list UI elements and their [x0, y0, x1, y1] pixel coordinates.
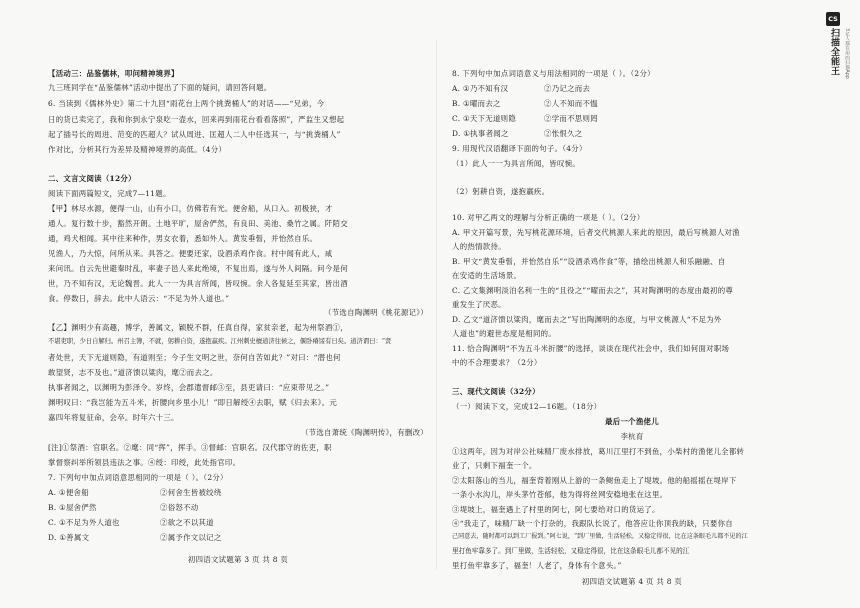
page-footer: 初四语文试题第 4 页 共 8 页	[581, 577, 683, 586]
question-6-line: 6. 当读到《儒林外史》第二十九回“雨花台上两个挑粪桶人”的对话——“兄弟，今	[48, 99, 325, 108]
q8-option-d: D. ①执事者闻之	[452, 129, 509, 138]
story-author: 李杭育	[620, 432, 644, 441]
q8-option-b-pair: ②人不知而不愠	[544, 99, 598, 108]
camscanner-logo-icon: CS	[826, 12, 840, 26]
question-9-sentence-2: （2）躬耕自资，遂抱羸疾。	[452, 187, 550, 196]
story-paragraph-line: 里打鱼牢靠多了，福奎！人老了，身体有个意头。”	[452, 561, 622, 570]
section-2-intro: 阅读下面两篇短文，完成7—11题。	[48, 189, 171, 198]
story-paragraph-line: ②太阳落山的当儿，福奎背着刚从上游的一条鲥鱼走上了堤坡。他的船摇摇在堤岸下	[452, 476, 737, 485]
story-paragraph-line: 业了，只剩下福奎一个。	[452, 461, 537, 470]
passage-a-line: 食。停数日，辞去。此中人语云：“不足为外人道也。”	[48, 294, 230, 303]
q10-option-d: D. 乙文“道济馈以粱肉，麾而去之”写出陶渊明的态度，与甲文桃源人“不足为外	[452, 315, 722, 324]
q10-option-b: B. 甲文“黄发垂髫，并怡然自乐”“设酒杀鸡作食”等，描绘出桃源人和乐融融、自	[452, 257, 726, 266]
question-9-sentence-1: （1）此人一一为具言所闻，皆叹惋。	[452, 159, 581, 168]
q10-option-b-cont: 在安适的生活场景。	[452, 271, 522, 280]
story-paragraph-line: ③堤坡上，福奎遇上了村里的阿七，阿七要给对口的货运了。	[452, 505, 660, 514]
scanner-brand-watermark: 扫描全能王	[829, 28, 839, 76]
q8-option-b: B. ①曜而去之	[452, 99, 501, 108]
question-10-stem: 10. 对甲乙两文的理解与分析正确的一项是（ ）。（2分）	[452, 213, 645, 222]
q8-option-a-pair: ②乃记之而去	[544, 84, 591, 93]
passage-b-line: 渊明叹曰：“我岂能为五斗米，折腰向乡里小儿！”即日解绶④去职，赋《归去来》。元	[48, 398, 338, 407]
passage-b-line: 嘉四年将复征命，会卒。时年六十三。	[48, 413, 179, 422]
passage-a-line: 见渔人，乃大惊，问所从来。具答之。便要还家，设酒杀鸡作食。村中闻有此人，咸	[48, 249, 333, 258]
passage-b-line: 敢望贤，志不及也。”道济馈以粱肉，麾②而去之。	[48, 368, 218, 377]
q7-option-c-pair: ②欲之不以其道	[160, 518, 214, 527]
question-6-line: 起了插号长的周进、范变的匹超人？试从周进、匡超人二人中任选其一，与“挑粪桶人”	[48, 130, 341, 139]
q7-option-a: A. ①便舍船	[48, 488, 89, 497]
story-paragraph-line: ④“我走了，味精厂缺一个打杂的，我跟队长说了，他答应让你顶我的缺，只要你自	[452, 519, 733, 528]
section-3-intro: （一）阅读下文，完成12—16题。（18分）	[452, 402, 602, 411]
question-6-line: 日的货已卖完了，我和你到永宁泉吃一壶水，回来再到雨花台看看落照”，严监生又想起	[48, 115, 345, 124]
passage-b-source: （节选自萧统《陶渊明传》，有删改）	[300, 428, 428, 437]
passage-b-line: 者处世，天下无道则隐，有道则至；今子生文明之世，奈何自苦如此？”对曰：“潜也何	[48, 353, 341, 362]
q7-option-d-pair: ②属予作文以记之	[160, 533, 222, 542]
story-paragraph-line: 一条小水沟儿，岸头茅竹苍郁，他为得将丝网安稳地张在这里。	[452, 490, 668, 499]
annotation-line: 掌督察纠举所领县违法之事。④绶：印绶，此处指官印。	[48, 458, 241, 467]
q7-option-d: D. ①善属文	[48, 533, 90, 542]
activity-heading: 【活动三：品鉴儒林，叩问精神境界】	[48, 69, 179, 78]
q10-option-c: C. 乙文集渊明淡泊名利一生的“且役之”“曜而去之”，其对陶渊明的态度由最初的尊	[452, 286, 734, 295]
page-footer: 初四语文试题第 3 页 共 8 页	[187, 555, 289, 564]
passage-b-line: 不堪吏职，少日自解归。州召主簿，不就，躬耕自资，遂抱羸疾。江州刺史檀道济往候之，偃卧瘠馁有日矣。道济谓曰：“贤	[48, 338, 392, 345]
question-11-stem-cont: 中的不合理要求？（2分）	[452, 358, 542, 367]
q8-option-a: A. ①乃不知有汉	[452, 84, 509, 93]
q10-option-a: A. 甲文开篇写景，先写桃花源环境，后者交代桃源人来此的原因，最后写桃源人对渔	[452, 228, 740, 237]
q8-option-c: C. ①天下无道则隐	[452, 114, 517, 123]
story-paragraph-line: 己同意去，随时都可以到工厂报到。”阿七说，“到厂里做，生活轻松，又稳定得很，比在这条眼毛儿都不见的江	[452, 533, 748, 540]
passage-b-line: 【乙】渊明少有高趣，博学，善属文，颖脱不群，任真自得，家贫亲老，起为州祭酒①，	[48, 323, 348, 332]
page-divider	[436, 40, 437, 570]
q8-option-d-pair: ②怅恨久之	[544, 129, 583, 138]
q8-option-c-pair: ②学而不思则罔	[544, 114, 598, 123]
question-9-stem: 9. 用现代汉语翻译下面的句子。（4分）	[452, 144, 587, 153]
q10-option-d-cont: 人道也”的避世态度是相同的。	[452, 329, 557, 338]
q7-option-c: C. ①不足为外人道也	[48, 518, 120, 527]
question-6-line: 作对比，分析其行为差异及精神境界的高低。（4分）	[48, 145, 227, 154]
story-paragraph-line: 里打鱼牢靠多了。到厂里做，生活轻松，又稳定得很，比在这条眼毛儿都不见的江	[452, 547, 690, 555]
annotation-line: [注]①祭酒：官职名。②麾：同“挥”，挥手。③督邮：官职名。汉代郡守的佐吏，职	[48, 443, 332, 452]
q7-option-a-pair: ②何舍生皆被绞绕	[160, 488, 222, 497]
passage-a-source: （节选自陶渊明《桃花源记》）	[324, 308, 428, 317]
passage-a-line: 通，鸡犬相闻。其中往来种作，男女衣着，悉如外人。黄发垂髫，并怡然自乐。	[48, 234, 318, 243]
question-7-stem: 7. 下列句中加点词语意思相同的一项是（ ）。（2分）	[48, 473, 228, 482]
story-title: 最后一个渔佬儿	[605, 417, 659, 426]
section-3-heading: 三、现代文阅读（32分）	[452, 387, 540, 396]
q10-option-c-cont: 重发生了厌恶。	[452, 300, 506, 309]
passage-a-line: 来问讯。自云先世避秦时乱，率妻子邑人来此绝境，不复出焉，遂与外人间隔。问今是何	[48, 264, 348, 273]
passage-a-line: 通人。复行数十步，豁然开朗。土地平旷，屋舍俨然，有良田、美池、桑竹之属。阡陌交	[48, 219, 348, 228]
scanner-tagline: 3亿人都在用的扫描App	[844, 28, 849, 79]
q7-option-b-pair: ②俗怒不动	[160, 503, 199, 512]
passage-a-line: 世，乃不知有汉，无论魏晋。此人一一为具言所闻，皆叹惋。余人各复延至其家，皆出酒	[48, 279, 348, 288]
passage-a-line: 【甲】林尽水源，便得一山，山有小口，仿佛若有光。便舍船，从口入。初极狭，才	[48, 204, 333, 213]
q10-option-a-cont: 人的热情款待。	[452, 242, 506, 251]
section-2-heading: 二、文言文阅读（12分）	[48, 174, 136, 183]
activity-intro: 九三班同学在“品鉴儒林”活动中提出了下面的疑问，请回答问题。	[48, 83, 272, 92]
passage-b-line: 执事者闻之，以渊明为彭泽令。岁终，会郡遣督邮③至，县吏请曰：“应束带见之。”	[48, 383, 330, 392]
q7-option-b: B. ①屋舍俨然	[48, 503, 97, 512]
question-11-stem: 11. 恰合陶渊明“不为五斗米折腰”的选择，谈谈在现代社会中，我们如何面对职场	[452, 344, 730, 353]
question-8-stem: 8. 下列句中加点词语意义与用法相同的一项是（ ）。（2分）	[452, 69, 655, 78]
story-paragraph-line: ①这两年，因为对岸公社味精厂废水排放，葛川江里打不到鱼，小柴村的渔佬儿全都转	[452, 447, 745, 456]
